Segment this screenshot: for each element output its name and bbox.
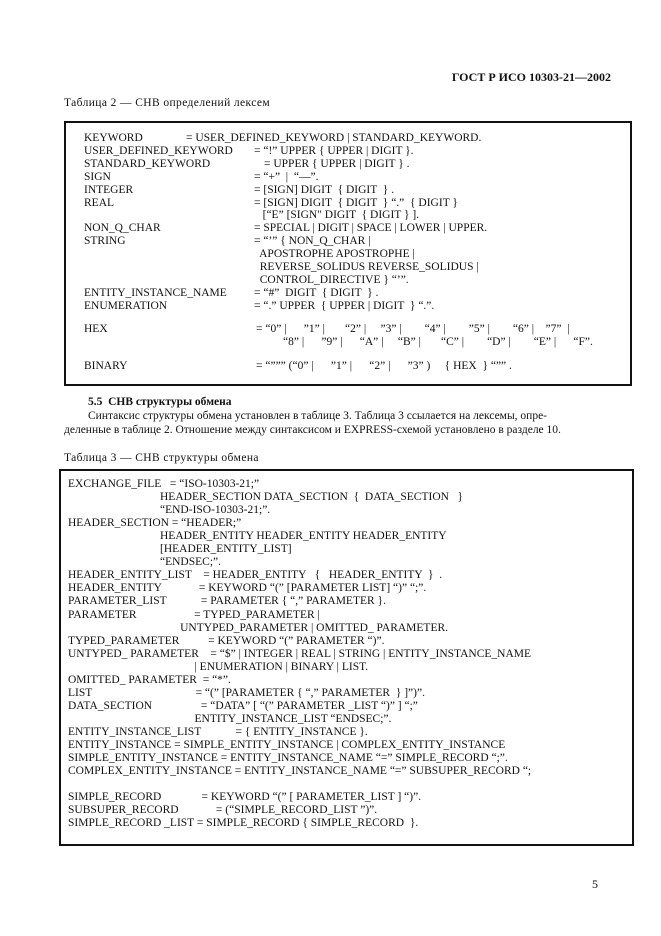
table-2-term: STANDARD_KEYWORD [84,157,211,170]
table-3-line: “END-ISO-10303-21;”. [68,504,271,517]
table-2-definition: = USER_DEFINED_KEYWORD | STANDARD_KEYWORD. [186,132,482,144]
table-2-definition: REVERSE_SOLIDUS REVERSE_SOLIDUS | [254,261,479,273]
hex-line-2: “8” | ”9” | “A” | “B” | “C” | “D” | “E” | “F”. [283,336,593,348]
binary-label: BINARY [84,360,128,372]
table-2-definition: [“E” [SIGN" DIGIT { DIGIT } ]. [254,209,420,222]
page-number: 5 [592,877,598,891]
table-3-line: SIMPLE_ENTITY_INSTANCE = ENTITY_INSTANCE_NAME “=” SIMPLE_RECORD “;”. [68,752,508,765]
table-3-line: “ENDSEC;”. [68,556,222,569]
table-2-term: KEYWORD [84,132,143,144]
table-3-line: TYPED_PARAMETER = KEYWORD “(” PARAMETER “)”. [68,634,385,647]
table-2-term: ENUMERATION [84,299,168,312]
section-paragraph-line-1: Синтаксис структуры обмена установлен в таблице 3. Таблица 3 ссылается на лексемы, опре- [88,410,548,422]
table-3-line: ENTITY_INSTANCE_LIST “ENDSEC;”. [68,712,392,725]
table-3-line: PARAMETER_LIST = PARAMETER { “,” PARAMETER }. [68,595,386,608]
table-2-definition: APOSTROPHE APOSTROPHE | [254,248,415,261]
section-title: 5.5 СНВ структуры обмена [88,396,232,408]
table-2-term: SIGN [84,170,111,183]
table-2-term: INTEGER [84,183,134,196]
table-2-caption: Таблица 2 — СНВ определений лексем [64,97,271,109]
table-3-caption: Таблица 3 — СНВ структуры обмена [64,452,259,464]
table-3-line: PARAMETER = TYPED_PARAMETER | [68,608,320,621]
table-2-term: USER_DEFINED_KEYWORD [84,144,233,157]
table-3-line: HEADER_ENTITY HEADER_ENTITY HEADER_ENTITY [68,530,447,543]
document-header: ГОСТ Р ИСО 10303-21—2002 [451,70,611,84]
table-2-definition: = SPECIAL | DIGIT | SPACE | LOWER | UPPER. [254,222,488,235]
table-2-term: NON_Q_CHAR [84,222,161,235]
table-3-line: UNTYPED_PARAMETER | OMITTED_ PARAMETER. [68,621,449,634]
table-3-line: EXCHANGE_FILE = “ISO-10303-21;” [68,478,260,490]
table-2-definition: = UPPER { UPPER | DIGIT } . [264,157,410,170]
table-2-term: STRING [84,235,126,248]
table-3-line: COMPLEX_ENTITY_INSTANCE = ENTITY_INSTANCE_NAME “=” SUBSUPER_RECORD “; [68,765,532,778]
table-2-definition: = [SIGN] DIGIT { DIGIT } . [254,183,395,196]
table-3-line: SUBSUPER_RECORD = (“SIMPLE_RECORD_LIST ”)”. [68,804,378,817]
table-3-line: | ENUMERATION | BINARY | LIST. [68,660,369,673]
table-3-line: ENTITY_INSTANCE_LIST = { ENTITY_INSTANCE }. [68,725,368,738]
table-2-term: REAL [84,196,115,209]
table-2-definition: = “.” UPPER { UPPER | DIGIT } “.”. [254,299,435,312]
table-3-line: HEADER_ENTITY_LIST = HEADER_ENTITY { HEADER_ENTITY } . [68,569,443,582]
table-3-line: LIST = “(” [PARAMETER { “,” PARAMETER } ]”)”. [68,686,425,699]
hex-label: HEX [84,323,108,335]
table-3-line: OMITTED_ PARAMETER = “*”. [68,673,231,686]
table-3-line: HEADER_SECTION = “HEADER;” [68,517,242,530]
table-3-line: HEADER_ENTITY = KEYWORD “(” [PARAMETER LIST] “)” “;”. [68,582,427,595]
table-2-definition: = “+” | “—”. [254,170,319,183]
hex-line-1: = “0” | ”1” | “2” | ”3” | “4” | ”5” | “6” | ”7” | [256,323,570,335]
table-2-definition: = “#” DIGIT { DIGIT } . [254,286,379,299]
section-paragraph-line-2: деленные в таблице 2. Отношение между синтаксисом и EXPRESS-схемой установлено в разделе 10. [64,424,561,436]
binary-value: = “””” (“0” | ”1” | “2” | ”3” ) { HEX } “”” . [256,360,512,372]
table-3-line: SIMPLE_RECORD _LIST = SIMPLE_RECORD { SIMPLE_RECORD }. [68,817,419,830]
table-3-line: DATA_SECTION = “DATA” [ “(” PARAMETER _LIST “)” ] “;” [68,699,418,712]
table-2-definition: = “’” { NON_Q_CHAR | [254,235,371,248]
table-3-line: [HEADER_ENTITY_LIST] [68,543,292,556]
table-2-term: ENTITY_INSTANCE_NAME [84,286,227,299]
table-2-definition: = “!” UPPER { UPPER | DIGIT }. [254,144,414,157]
table-2-box [64,121,632,386]
table-3-line: ENTITY_INSTANCE = SIMPLE_ENTITY_INSTANCE | COMPLEX_ENTITY_INSTANCE [68,739,506,751]
table-3-line: HEADER_SECTION DATA_SECTION { DATA_SECTION } [68,491,464,504]
table-2-definition: = [SIGN] DIGIT { DIGIT } “.” { DIGIT } [254,196,458,209]
table-3-box [59,469,634,846]
table-3-line: UNTYPED_ PARAMETER = “$” | INTEGER | REAL | STRING | ENTITY_INSTANCE_NAME [68,647,532,660]
table-2-definition: CONTROL_DIRECTIVE } “’”. [254,273,409,286]
table-3-line: SIMPLE_RECORD = KEYWORD “(” [ PARAMETER_LIST ] “)”. [68,791,422,804]
